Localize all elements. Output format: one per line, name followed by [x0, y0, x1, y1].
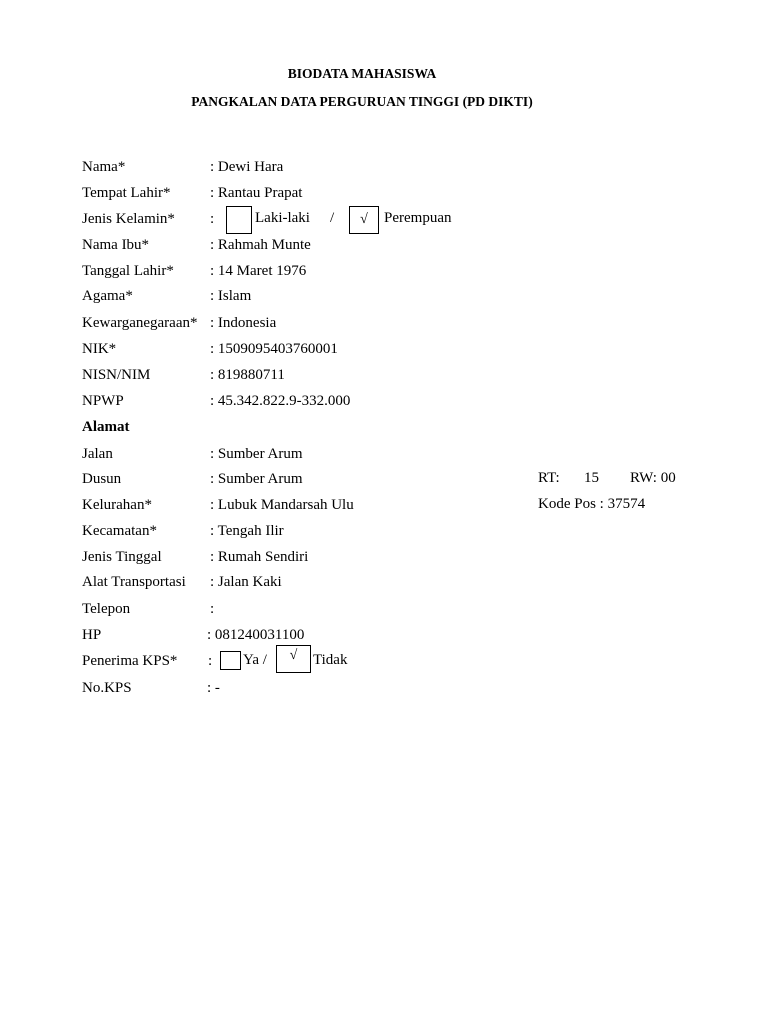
rw-value: RW: 00	[630, 470, 676, 486]
document-subtitle: PANGKALAN DATA PERGURUAN TINGGI (PD DIKTI)	[191, 94, 533, 109]
field-label: Kecamatan*	[82, 523, 157, 539]
field-value: : Rahmah Munte	[210, 237, 311, 253]
option-perempuan: Perempuan	[384, 210, 452, 226]
checkbox-ya[interactable]	[220, 651, 241, 670]
field-label: No.KPS	[82, 680, 132, 696]
option-ya: Ya /	[243, 652, 267, 668]
field-label: Penerima KPS*	[82, 653, 178, 669]
field-label: Jenis Tinggal	[82, 549, 162, 565]
field-label: Jenis Kelamin*	[82, 211, 175, 227]
checkbox-laki-laki[interactable]	[226, 206, 252, 234]
field-value: : Dewi Hara	[210, 159, 284, 175]
field-label: Kelurahan*	[82, 497, 152, 513]
field-label: Agama*	[82, 288, 133, 304]
field-label: NISN/NIM	[82, 367, 151, 383]
check-mark-icon: √	[360, 212, 368, 227]
option-laki-laki: Laki-laki	[255, 210, 310, 226]
field-label: Nama Ibu*	[82, 237, 150, 253]
field-value: : Rumah Sendiri	[210, 549, 309, 565]
check-mark-icon: √	[289, 648, 298, 663]
field-label: Jalan	[82, 446, 113, 462]
field-value: : Indonesia	[210, 315, 277, 331]
option-tidak: Tidak	[313, 652, 348, 668]
field-value: :	[210, 601, 215, 617]
field-value: : Jalan Kaki	[210, 574, 282, 590]
field-colon: :	[208, 653, 213, 669]
field-value: : 819880711	[210, 367, 285, 383]
field-label: Tempat Lahir*	[82, 185, 171, 201]
field-label: Telepon	[82, 601, 131, 617]
field-label: Dusun	[82, 471, 122, 487]
rt-label: RT:	[538, 470, 560, 486]
field-value: : Tengah Ilir	[210, 523, 284, 539]
document-title: BIODATA MAHASISWA	[287, 66, 437, 81]
field-value: : Sumber Arum	[210, 446, 303, 462]
kode-pos: Kode Pos : 37574	[538, 496, 646, 512]
field-value: : Rantau Prapat	[210, 185, 303, 201]
checkbox-tidak[interactable]	[276, 645, 311, 673]
field-label: HP	[82, 627, 102, 643]
field-label: Kewarganegaraan*	[82, 315, 198, 331]
field-label: Alat Transportasi	[82, 574, 186, 590]
field-value: : 081240031100	[207, 627, 305, 643]
option-separator: /	[330, 210, 335, 226]
field-value: : 45.342.822.9-332.000	[210, 393, 351, 409]
field-value: : Sumber Arum	[210, 471, 303, 487]
field-value: : -	[207, 680, 220, 696]
rt-value: 15	[584, 470, 599, 486]
field-label: Tanggal Lahir*	[82, 263, 174, 279]
field-value: : 1509095403760001	[210, 341, 338, 357]
section-heading: Alamat	[82, 419, 130, 435]
field-colon: :	[210, 211, 215, 227]
field-value: : 14 Maret 1976	[210, 263, 307, 279]
field-value: : Islam	[210, 288, 252, 304]
field-value: : Lubuk Mandarsah Ulu	[210, 497, 354, 513]
field-label: NIK*	[82, 341, 117, 357]
field-label: Nama*	[82, 159, 126, 175]
field-label: NPWP	[82, 393, 124, 409]
checkbox-perempuan[interactable]	[349, 206, 379, 234]
